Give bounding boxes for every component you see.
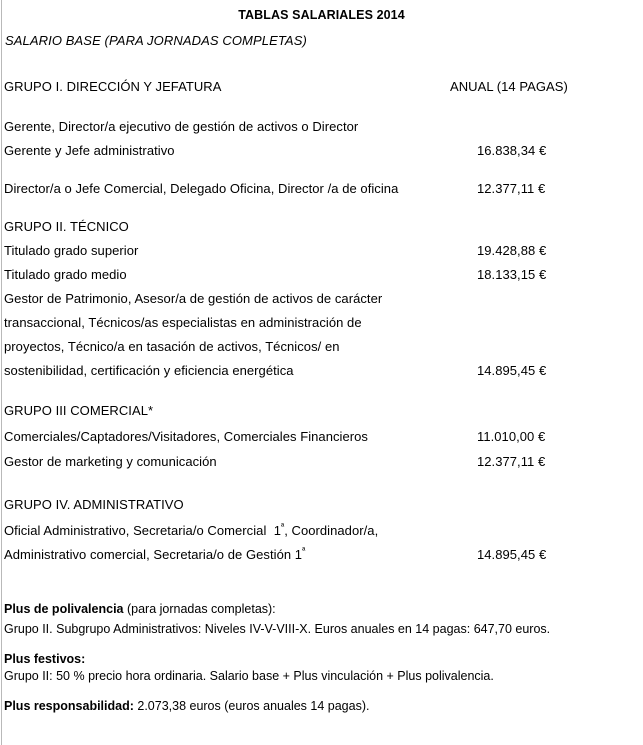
page-title: TABLAS SALARIALES 2014	[238, 8, 405, 22]
row-label-line: Titulado grado superior	[4, 243, 139, 258]
note-label: Plus de polivalencia	[4, 602, 124, 616]
row-amount: 14.895,45 €	[477, 547, 547, 562]
note-plus-festivos-label: Plus festivos:	[4, 652, 86, 666]
row-label-line	[4, 547, 305, 562]
note-text: 2.073,38 euros (euros anuales 14 pagas).	[133, 699, 370, 713]
row-amount: 19.428,88 €	[477, 243, 547, 258]
amount-column-header: ANUAL (14 PAGAS)	[450, 79, 568, 94]
row-amount: 12.377,11 €	[477, 181, 546, 196]
row-label-line: proyectos, Técnico/a en tasación de activos, Técnicos/ en	[4, 339, 340, 354]
note-label: Plus responsabilidad:	[4, 699, 134, 713]
row-label-line: Director/a o Jefe Comercial, Delegado Oficina, Director /a de oficina	[4, 181, 399, 196]
ordinal-superscript: ª	[281, 521, 285, 532]
row-label-text: Oficial Administrativo, Secretaria/o Comercial 1	[4, 523, 281, 538]
note-plus-responsabilidad	[4, 699, 369, 713]
row-label-line: Gestor de marketing y comunicación	[4, 454, 217, 469]
row-label-line: sostenibilidad, certificación y eficiencia energética	[4, 363, 294, 378]
row-label-line: Titulado grado medio	[4, 267, 127, 282]
group-heading-grupo-iii: GRUPO III COMERCIAL*	[4, 403, 154, 418]
row-label-line: Gestor de Patrimonio, Asesor/a de gestión de activos de carácter	[4, 291, 383, 306]
note-plus-polivalencia	[4, 602, 276, 616]
ordinal-superscript: ª	[302, 545, 306, 556]
note-plus-festivos-detail: Grupo II: 50 % precio hora ordinaria. Salario base + Plus vinculación + Plus polivalencia.	[4, 669, 494, 683]
row-label-text: Administrativo comercial, Secretaria/o de Gestión 1	[4, 547, 303, 562]
row-amount: 14.895,45 €	[477, 363, 547, 378]
row-label-line: Comerciales/Captadores/Visitadores, Comerciales Financieros	[4, 429, 368, 444]
row-label-line: Gerente, Director/a ejecutivo de gestión de activos o Director	[4, 119, 359, 134]
row-amount: 18.133,15 €	[477, 267, 547, 282]
group-heading-grupo-ii: GRUPO II. TÉCNICO	[4, 219, 129, 234]
note-text: (para jornadas completas):	[123, 602, 276, 616]
row-label-line: Gerente y Jefe administrativo	[4, 143, 175, 158]
document-subtitle: SALARIO BASE (PARA JORNADAS COMPLETAS)	[5, 33, 307, 48]
group-heading-grupo-i: GRUPO I. DIRECCIÓN Y JEFATURA	[4, 79, 222, 94]
row-label-line	[4, 523, 378, 538]
row-label-text-tail: , Coordinador/a,	[284, 523, 379, 538]
row-label-line: transaccional, Técnicos/as especialistas en administración de	[4, 315, 362, 330]
row-amount: 12.377,11 €	[477, 454, 546, 469]
group-heading-grupo-iv: GRUPO IV. ADMINISTRATIVO	[4, 497, 184, 512]
row-amount: 11.010,00 €	[477, 429, 546, 444]
row-amount: 16.838,34 €	[477, 143, 547, 158]
note-plus-polivalencia-detail: Grupo II. Subgrupo Administrativos: Niveles IV-V-VIII-X. Euros anuales en 14 pagas: 647,70 euros.	[4, 622, 551, 636]
